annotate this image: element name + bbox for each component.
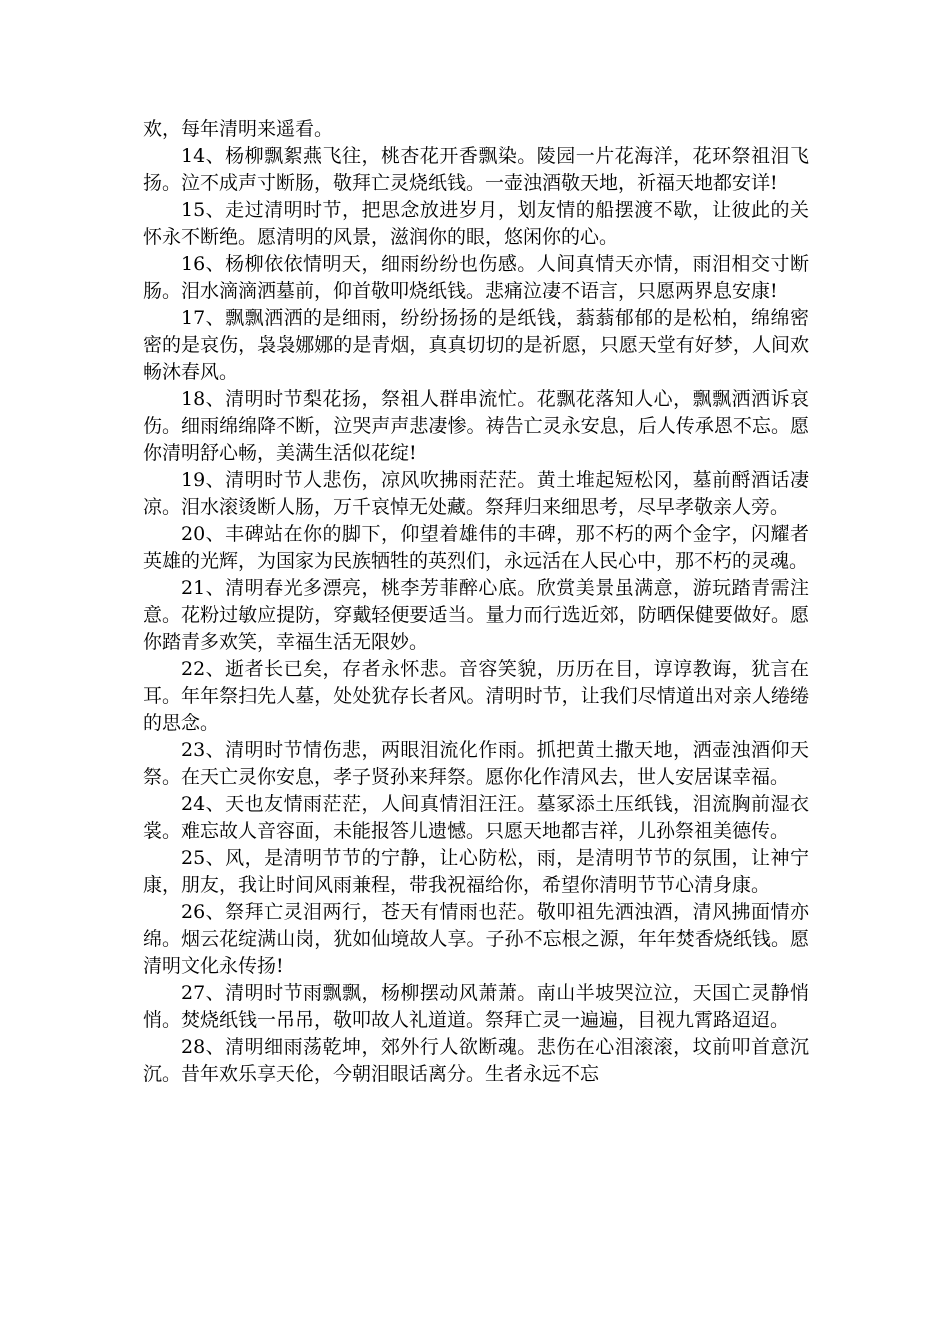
paragraph-28: 28、清明细雨荡乾坤，郊外行人欲断魂。悲伤在心泪滚滚，坟前叩首意沉沉。昔年欢乐享天伦，今朝泪眼话离分。生者永远不忘 (143, 1036, 809, 1085)
paragraph-27: 27、清明时节雨飘飘，杨柳摆动风萧萧。南山半坡哭泣泣，天国亡灵静悄悄。焚烧纸钱一吊吊，敬叩故人礼道道。祭拜亡灵一遍遍，目视九霄路迢迢。 (143, 982, 809, 1031)
paragraph-13-continued: 欢，每年清明来遥看。 (143, 118, 334, 140)
paragraph-20: 20、丰碑站在你的脚下，仰望着雄伟的丰碑，那不朽的两个金字，闪耀者英雄的光辉，为国家为民族牺牲的英烈们，永远活在人民心中，那不朽的灵魂。 (143, 523, 809, 572)
paragraph-23: 23、清明时节情伤悲，两眼泪流化作雨。抓把黄土撒天地，洒壶浊酒仰天祭。在天亡灵你安息，孝子贤孙来拜祭。愿你化作清风去，世人安居谋幸福。 (143, 739, 809, 788)
paragraph-15: 15、走过清明时节，把思念放进岁月，划友情的船摆渡不歇，让彼此的关怀永不断绝。愿清明的风景，滋润你的眼，悠闲你的心。 (143, 199, 809, 248)
paragraph-17: 17、飘飘洒洒的是细雨，纷纷扬扬的是纸钱，蓊蓊郁郁的是松柏，绵绵密密的是哀伤，袅袅娜娜的是青烟，真真切切的是祈愿，只愿天堂有好梦，人间欢畅沐春风。 (143, 307, 809, 383)
paragraph-24: 24、天也友情雨茫茫，人间真情泪汪汪。墓冢添土压纸钱，泪流胸前湿衣裳。难忘故人音容面，未能报答儿遗憾。只愿天地都吉祥，儿孙祭祖美德传。 (143, 793, 809, 842)
paragraph-18: 18、清明时节梨花扬，祭祖人群串流忙。花飘花落知人心，飘飘洒洒诉哀伤。细雨绵绵降不断，泣哭声声悲凄惨。祷告亡灵永安息，后人传承恩不忘。愿你清明舒心畅，美满生活似花绽! (143, 388, 809, 464)
paragraph-14: 14、杨柳飘絮燕飞往，桃杏花开香飘染。陵园一片花海洋，花环祭祖泪飞扬。泣不成声寸断肠，敬拜亡灵烧纸钱。一壶浊酒敬天地，祈福天地都安详! (143, 145, 809, 194)
paragraph-21: 21、清明春光多漂亮，桃李芳菲醉心底。欣赏美景虽满意，游玩踏青需注意。花粉过敏应提防，穿戴轻便要适当。量力而行选近郊，防晒保健要做好。愿你踏青多欢笑，幸福生活无限妙。 (143, 577, 809, 653)
paragraph-22: 22、逝者长已矣，存者永怀悲。音容笑貌，历历在目，谆谆教诲，犹言在耳。年年祭扫先人墓，处处犹存长者风。清明时节，让我们尽情道出对亲人绻绻的思念。 (143, 658, 809, 734)
paragraph-26: 26、祭拜亡灵泪两行，苍天有情雨也茫。敬叩祖先洒浊酒，清风拂面情亦绵。烟云花绽满山岗，犹如仙境故人享。子孙不忘根之源，年年焚香烧纸钱。愿清明文化永传扬! (143, 901, 809, 977)
paragraph-19: 19、清明时节人悲伤，凉风吹拂雨茫茫。黄土堆起短松冈，墓前酹酒话凄凉。泪水滚烫断人肠，万千哀悼无处藏。祭拜归来细思考，尽早孝敬亲人旁。 (143, 469, 809, 518)
paragraph-16: 16、杨柳依依情明天，细雨纷纷也伤感。人间真情天亦情，雨泪相交寸断肠。泪水滴滴洒墓前，仰首敬叩烧纸钱。悲痛泣凄不语言，只愿两界息安康! (143, 253, 809, 302)
paragraph-25: 25、风，是清明节节的宁静，让心防松，雨，是清明节节的氛围，让神宁康，朋友，我让时间风雨兼程，带我祝福给你，希望你清明节节心清身康。 (143, 847, 809, 896)
document-body (143, 116, 809, 1088)
